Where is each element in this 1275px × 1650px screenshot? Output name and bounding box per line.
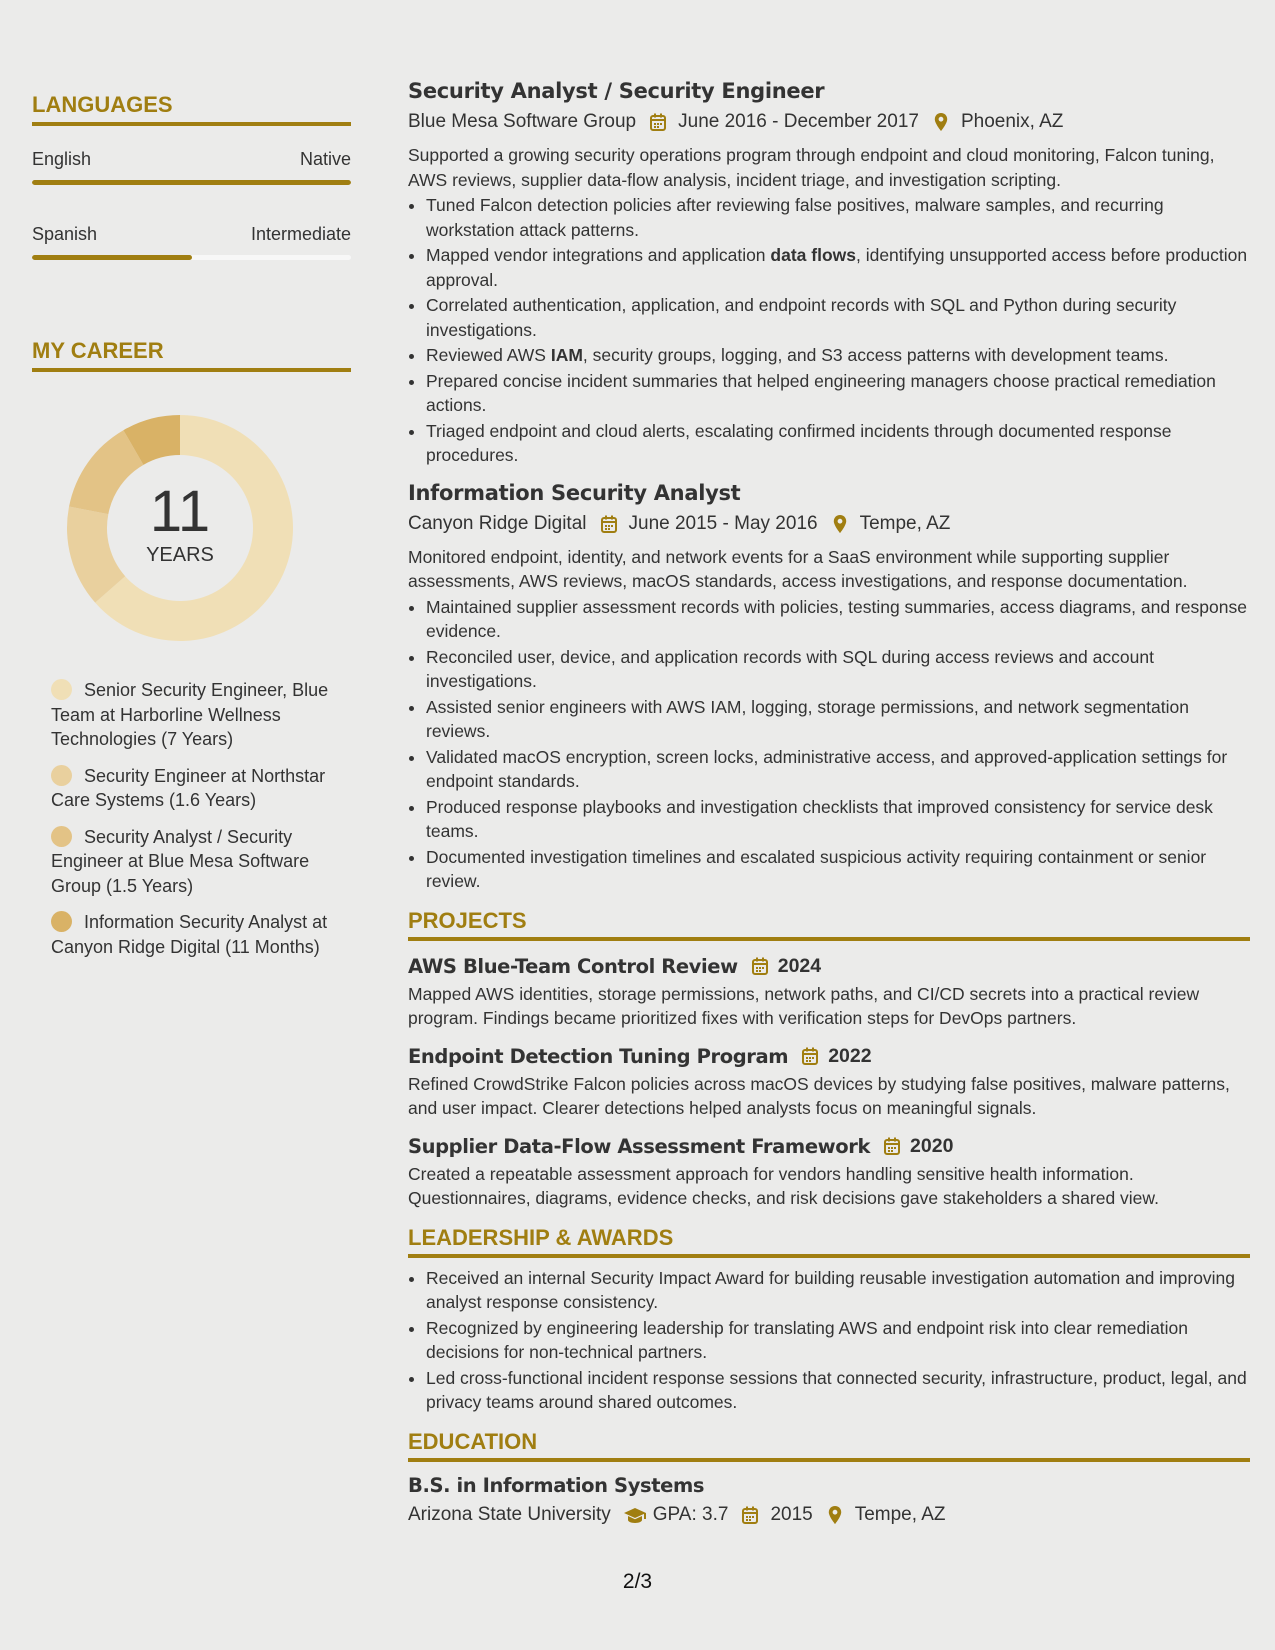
bullet-emphasis: IAM <box>550 345 583 365</box>
job-summary: Supported a growing security operations program through endpoint and cloud monitoring, Falcon tuning, AWS reviews, supplier data-flow analysis, incident triage, and investigation scripting. <box>408 145 1215 190</box>
career-donut-chart <box>66 414 294 642</box>
education-year: 2015 <box>770 1503 813 1525</box>
job-dates: June 2015 - May 2016 <box>628 512 818 534</box>
bullet-item: • Produced response playbooks and investigation checklists that improved consistency for service desk teams. <box>426 795 1250 844</box>
company-name: Blue Mesa Software Group <box>408 111 637 132</box>
language-item <box>32 223 351 260</box>
job-summary: Monitored endpoint, identity, and network events for a SaaS environment while supporting supplier assessments, AWS reviews, macOS standards, access investigations, and response documentation. <box>408 546 1188 591</box>
language-level: Intermediate <box>250 224 351 244</box>
calendar-icon <box>750 956 770 976</box>
bullet-item: • Validated macOS encryption, screen locks, administrative access, and approved-application settings for endpoint standards. <box>426 745 1250 794</box>
career-legend <box>51 678 331 959</box>
projects-heading: PROJECTS <box>408 908 1250 941</box>
language-level: Native <box>299 149 351 169</box>
page-number: 2/3 <box>622 1570 653 1593</box>
project-title: Supplier Data-Flow Assessment Framework <box>408 1134 871 1158</box>
project-description: Refined CrowdStrike Falcon policies across macOS devices by studying false positives, malware patterns, and user impact. Clearer detections helped analysts focus on meaningful signals. <box>408 1073 1230 1118</box>
career-legend-item <box>51 764 331 813</box>
bullet-item: • Documented investigation timelines and escalated suspicious activity requiring containment or senior review. <box>426 845 1250 894</box>
language-proficiency-fill <box>32 255 192 260</box>
bullet-text: Mapped vendor integrations and application <box>426 245 771 265</box>
language-name: English <box>32 149 92 169</box>
legend-label: Security Analyst / Security Engineer at Blue Mesa Software Group (1.5 Years) <box>51 826 310 896</box>
project-description: Mapped AWS identities, storage permissions, network paths, and CI/CD secrets into a practical review program. Findings became prioritized fixes with verification steps for DevOps partners. <box>408 983 1200 1028</box>
job-title: Information Security Analyst <box>408 480 741 505</box>
bullet-item: • Assisted senior engineers with AWS IAM, logging, storage permissions, and network segmentation reviews. <box>426 695 1250 744</box>
education-meta <box>408 1503 1250 1527</box>
bullet-item: • Maintained supplier assessment records with policies, testing summaries, access diagrams, and response evidence. <box>426 595 1250 644</box>
bullet-item: • Tuned Falcon detection policies after reviewing false positives, malware samples, and recurring workstation attack patterns. <box>426 193 1250 242</box>
bullet-emphasis: data flows <box>770 245 856 265</box>
project-year: 2024 <box>777 954 822 977</box>
legend-label: Information Security Analyst at Canyon Ridge Digital (11 Months) <box>51 912 328 957</box>
job-meta <box>408 110 1250 134</box>
location-pin-icon <box>931 112 951 132</box>
education-heading: EDUCATION <box>408 1429 1250 1462</box>
education-gpa: GPA: 3.7 <box>652 1503 729 1525</box>
bullet-item: • Correlated authentication, application, and endpoint records with SQL and Python during security investigations. <box>426 293 1250 342</box>
calendar-icon <box>648 112 668 132</box>
bullet-text: , security groups, logging, and S3 access patterns with development teams. <box>582 345 1169 365</box>
project-entry <box>408 1045 1250 1121</box>
location-pin-icon <box>830 514 850 534</box>
legend-dot <box>51 679 72 700</box>
location-pin-icon <box>825 1505 845 1525</box>
project-title: AWS Blue-Team Control Review <box>408 954 738 978</box>
bullet-text: , identifying unsupported access before production approval. <box>426 245 1248 290</box>
project-description: Created a repeatable assessment approach for vendors handling sensitive health information. Questionnaires, diagrams, evidence checks, and risk decisions gave stakeholders a shared view. <box>408 1163 1159 1208</box>
education-degree: B.S. in Information Systems <box>408 1473 705 1497</box>
language-proficiency-fill <box>32 180 351 185</box>
project-title: Endpoint Detection Tuning Program <box>408 1044 789 1068</box>
legend-dot <box>51 911 72 932</box>
bullet-item: • Received an internal Security Impact Award for building reusable investigation automation and improving analyst response consistency. <box>426 1266 1250 1315</box>
career-legend-item <box>51 678 331 752</box>
language-proficiency-bar <box>32 255 351 260</box>
education-location: Tempe, AZ <box>854 1503 946 1525</box>
company-name: Canyon Ridge Digital <box>408 512 587 534</box>
leadership-bullets <box>408 1266 1250 1415</box>
bullet-text: Reviewed AWS <box>426 345 551 365</box>
language-item <box>32 148 351 185</box>
calendar-icon <box>882 1136 902 1156</box>
bullet-item: • Recognized by engineering leadership for translating AWS and endpoint risk into clear remediation decisions for non-technical partners. <box>426 1316 1250 1365</box>
calendar-icon <box>599 514 619 534</box>
bullet-item: • Triaged endpoint and cloud alerts, escalating confirmed incidents through documented response procedures. <box>426 419 1250 468</box>
leadership-heading: LEADERSHIP & AWARDS <box>408 1225 1250 1258</box>
donut-center <box>66 414 294 642</box>
sidebar <box>32 92 351 971</box>
project-entry <box>408 955 1250 1031</box>
job-title: Security Analyst / Security Engineer <box>408 79 825 103</box>
school-name: Arizona State University <box>408 1503 611 1525</box>
job-location: Phoenix, AZ <box>960 111 1064 132</box>
job-bullets <box>408 595 1250 894</box>
languages-heading: LANGUAGES <box>32 92 351 126</box>
language-name: Spanish <box>32 224 98 244</box>
main-content <box>408 78 1250 1527</box>
career-unit: YEARS <box>146 544 214 566</box>
bullet-item <box>426 243 1250 292</box>
job-location: Tempe, AZ <box>859 512 951 534</box>
calendar-icon <box>740 1505 760 1525</box>
graduation-cap-icon <box>623 1505 643 1525</box>
job-entry <box>408 480 1250 894</box>
legend-label: Senior Security Engineer, Blue Team at Harborline Wellness Technologies (7 Years) <box>51 680 329 749</box>
bullet-item: • Led cross-functional incident response sessions that connected security, infrastructure, product, legal, and privacy teams around shared outcomes. <box>426 1366 1250 1415</box>
bullet-item: • Reconciled user, device, and application records with SQL during access reviews and account investigations. <box>426 645 1250 694</box>
career-total: 11 <box>149 479 211 544</box>
career-heading: MY CAREER <box>32 338 351 372</box>
job-bullets <box>408 193 1250 468</box>
job-dates: June 2016 - December 2017 <box>678 111 919 132</box>
calendar-icon <box>800 1046 820 1066</box>
job-meta <box>408 512 1250 536</box>
legend-dot <box>51 826 72 847</box>
legend-dot <box>51 765 72 786</box>
project-entry <box>408 1135 1250 1211</box>
project-year: 2020 <box>910 1134 954 1157</box>
career-legend-item <box>51 910 331 959</box>
bullet-item <box>426 343 1250 368</box>
career-legend-item <box>51 825 331 899</box>
legend-label: Security Engineer at Northstar Care Systems (1.6 Years) <box>51 765 326 810</box>
project-year: 2022 <box>828 1044 872 1067</box>
language-proficiency-bar <box>32 180 351 185</box>
job-entry <box>408 78 1250 468</box>
bullet-item: • Prepared concise incident summaries that helped engineering managers choose practical remediation actions. <box>426 369 1250 418</box>
